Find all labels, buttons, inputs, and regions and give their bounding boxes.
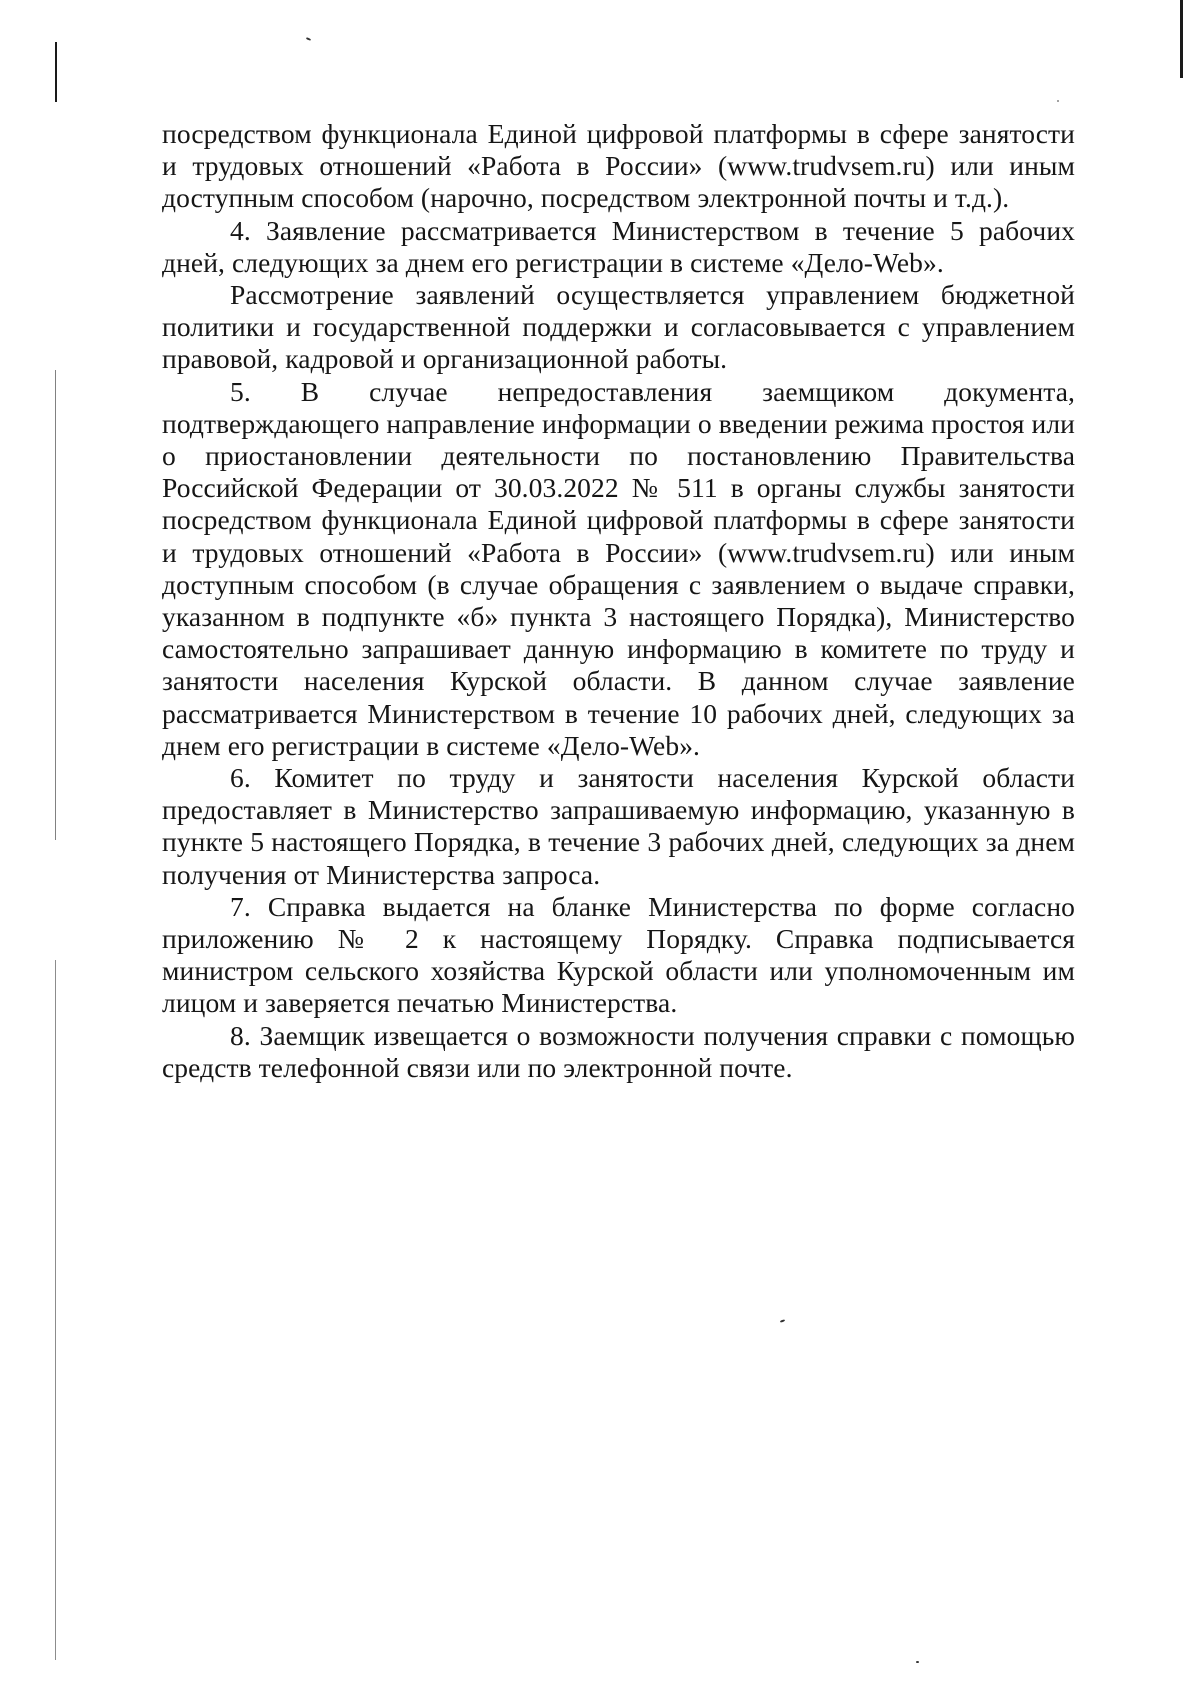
scan-speck: [780, 1319, 785, 1323]
scan-margin-line: [55, 370, 56, 840]
paragraph-review-note: Рассмотрение заявлений осуществляется управлением бюджетной политики и государственной поддержки и согласовывается с управлением правовой, кадровой и организационной работы.: [162, 279, 1075, 375]
paragraph-continuation: посредством функционала Единой цифровой платформы в сфере занятости и трудовых отношений «Работа в России» (www.trudvsem.ru) или иным доступным способом (нарочно, посредством электронной почты и т.д.).: [162, 118, 1075, 214]
paragraph-item-7: 7. Справка выдается на бланке Министерства по форме согласно приложению № 2 к настоящему Порядку. Справка подписывается министром сельского хозяйства Курской области или уполномоченным им лицом и заверяется печатью Министерства.: [162, 890, 1075, 1019]
paragraph-item-5: 5. В случае непредоставления заемщиком документа, подтверждающего направление информации о введении режима простоя или о приостановлении деятельности по постановлению Правительства Российской Федерации от 30.03.2022 № 511 в органы службы занятости посредством функционала Единой цифровой платформы в сфере занятости и трудовых отношений «Работа в России» (www.trudvsem.ru) или иным доступным способом (в случае обращения с заявлением о выдаче справки, указанном в подпункте «б» пункта 3 настоящего Порядка), Министерство самостоятельно запрашивает данную информацию в комитете по труду и занятости населения Курской области. В данном случае заявление рассматривается Министерством в течение 10 рабочих дней, следующих за днем его регистрации в системе «Дело-Web».: [162, 375, 1075, 761]
paragraph-item-6: 6. Комитет по труду и занятости населения Курской области предоставляет в Министерство запрашиваемую информацию, указанную в пункте 5 настоящего Порядка, в течение 3 рабочих дней, следующих за днем получения от Министерства запроса.: [162, 762, 1075, 890]
scan-margin-line: [55, 42, 57, 102]
scan-speck: [916, 1661, 919, 1663]
scan-margin-line: [55, 960, 56, 1660]
scan-speck: [306, 37, 311, 41]
scan-speck: [1057, 100, 1059, 102]
scan-edge-line: [1180, 0, 1183, 78]
document-body: [162, 118, 1075, 1084]
paragraph-item-4: 4. Заявление рассматривается Министерством в течение 5 рабочих дней, следующих за днем его регистрации в системе «Дело-Web».: [162, 214, 1075, 278]
paragraph-item-8: 8. Заемщик извещается о возможности получения справки с помощью средств телефонной связи или по электронной почте.: [162, 1019, 1075, 1083]
